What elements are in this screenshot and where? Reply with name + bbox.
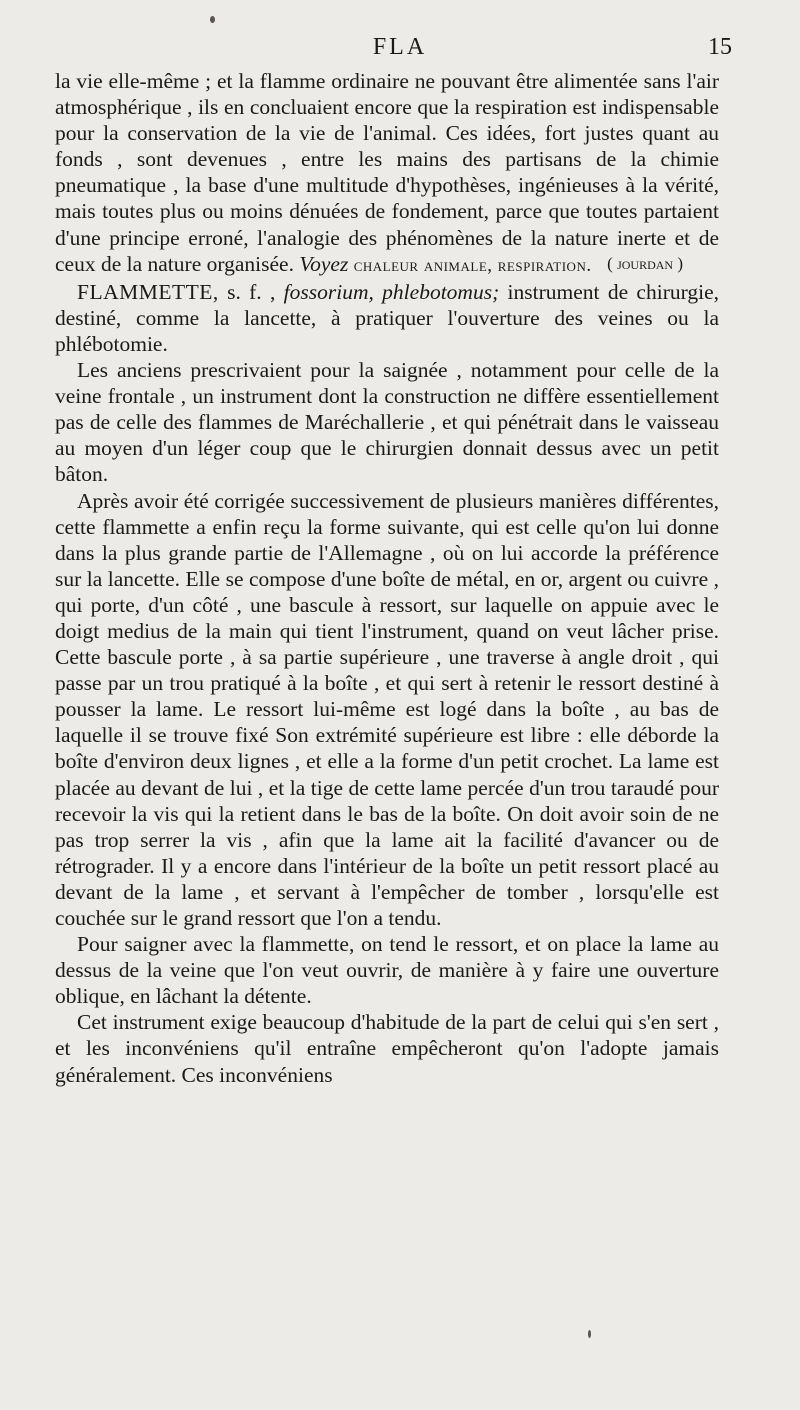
entry-headword: FLAMMETTE, (77, 279, 219, 304)
see-label: Voyez (299, 251, 349, 276)
paragraph-3: Les anciens prescrivaient pour la saignée , notamment pour celle de la veine frontale , un instrument dont la construction ne diffère essentiellement pas de celle des flammes de Maréchallerie , et qui pénétrait dans le vaisseau au moyen d'un léger coup que le chirurgien donnait dessus avec un petit bâton. (55, 358, 719, 487)
running-head: FLA (372, 34, 428, 60)
paragraph-1-text: la vie elle-même ; et la flamme ordinaire ne pouvant être alimentée sans l'air atmosphérique , ils en concluaient encore que la respiration est indispensable pour la conservation de la vie de l'animal. Ces idées, fort justes quant au fonds , sont devenues , entre les mains des partisans de la chimie pneumatique , la base d'une multitude d'hypothèses, ingénieuses à la vérité, mais toutes plus ou moins dénuées de fondement, parce que toutes partaient d'une principe erroné, l'analogie des phénomènes de la nature inerte et de ceux de la nature organisée. (55, 69, 719, 276)
cross-references: chaleur animale, respiration. (353, 254, 592, 276)
author-signature: ( jourdan ) (607, 253, 683, 273)
paragraph-6: Cet instrument exige beaucoup d'habitude de la part de celui qui s'en sert , et les inconvéniens qu'il entraîne empêcheront qu'on l'adopte jamais généralement. Ces inconvéniens (55, 1010, 719, 1087)
paragraph-1 (55, 68, 719, 279)
ink-speck (210, 16, 215, 23)
page-header (0, 34, 800, 68)
entry-grammar: s. f. , (218, 279, 284, 304)
ink-speck (588, 1330, 591, 1338)
page-number: 15 (708, 34, 732, 60)
body-text (55, 68, 719, 1088)
entry-definition: instrument de chirurgie, destiné, comme la lancette, à pratiquer l'ouverture des veines ou la phlébotomie. (55, 279, 720, 356)
paragraph-4: Après avoir été corrigée successivement de plusieurs manières différentes, cette flammette a enfin reçu la forme suivante, qui est celle qu'on lui donne dans la plus grande partie de l'Allemagne , où on lui accorde la préférence sur la lancette. Elle se compose d'une boîte de métal, en or, argent ou cuivre , qui porte, d'un côté , une bascule à ressort, sur laquelle on appuie avec le doigt medius de la main qui tient l'instrument, quand on veut lâcher prise. Cette bascule porte , à sa partie supérieure , une traverse à angle droit , qui passe par un trou pratiqué à la boîte , et qui sert à retenir le ressort destiné à pousser la lame. Le ressort lui-même est logé dans la boîte , au bas de laquelle il se trouve fixé Son extrémité supérieure est libre : elle déborde la boîte d'environ deux lignes , et elle a la forme d'un petit crochet. La lame est placée au devant de lui , et la tige de cette lame percée d'un trou taraudé pour recevoir la vis qui la retient dans le bas de la boîte. On doit avoir soin de ne pas trop serrer la vis , afin que la lame ait la facilité d'avancer ou de rétrograder. Il y a encore dans l'intérieur de la boîte un petit ressort placé au devant de la lame , et servant à l'empêcher de tomber , lorsqu'elle est couchée sur le grand ressort que l'on a tendu. (55, 488, 719, 930)
entry-latin: fossorium, phlebotomus; (283, 279, 500, 304)
paragraph-2-entry (55, 279, 719, 357)
paragraph-5: Pour saigner avec la flammette, on tend le ressort, et on place la lame au dessus de la veine que l'on veut ouvrir, de manière à y faire une ouverture oblique, en lâchant la détente. (55, 932, 719, 1009)
